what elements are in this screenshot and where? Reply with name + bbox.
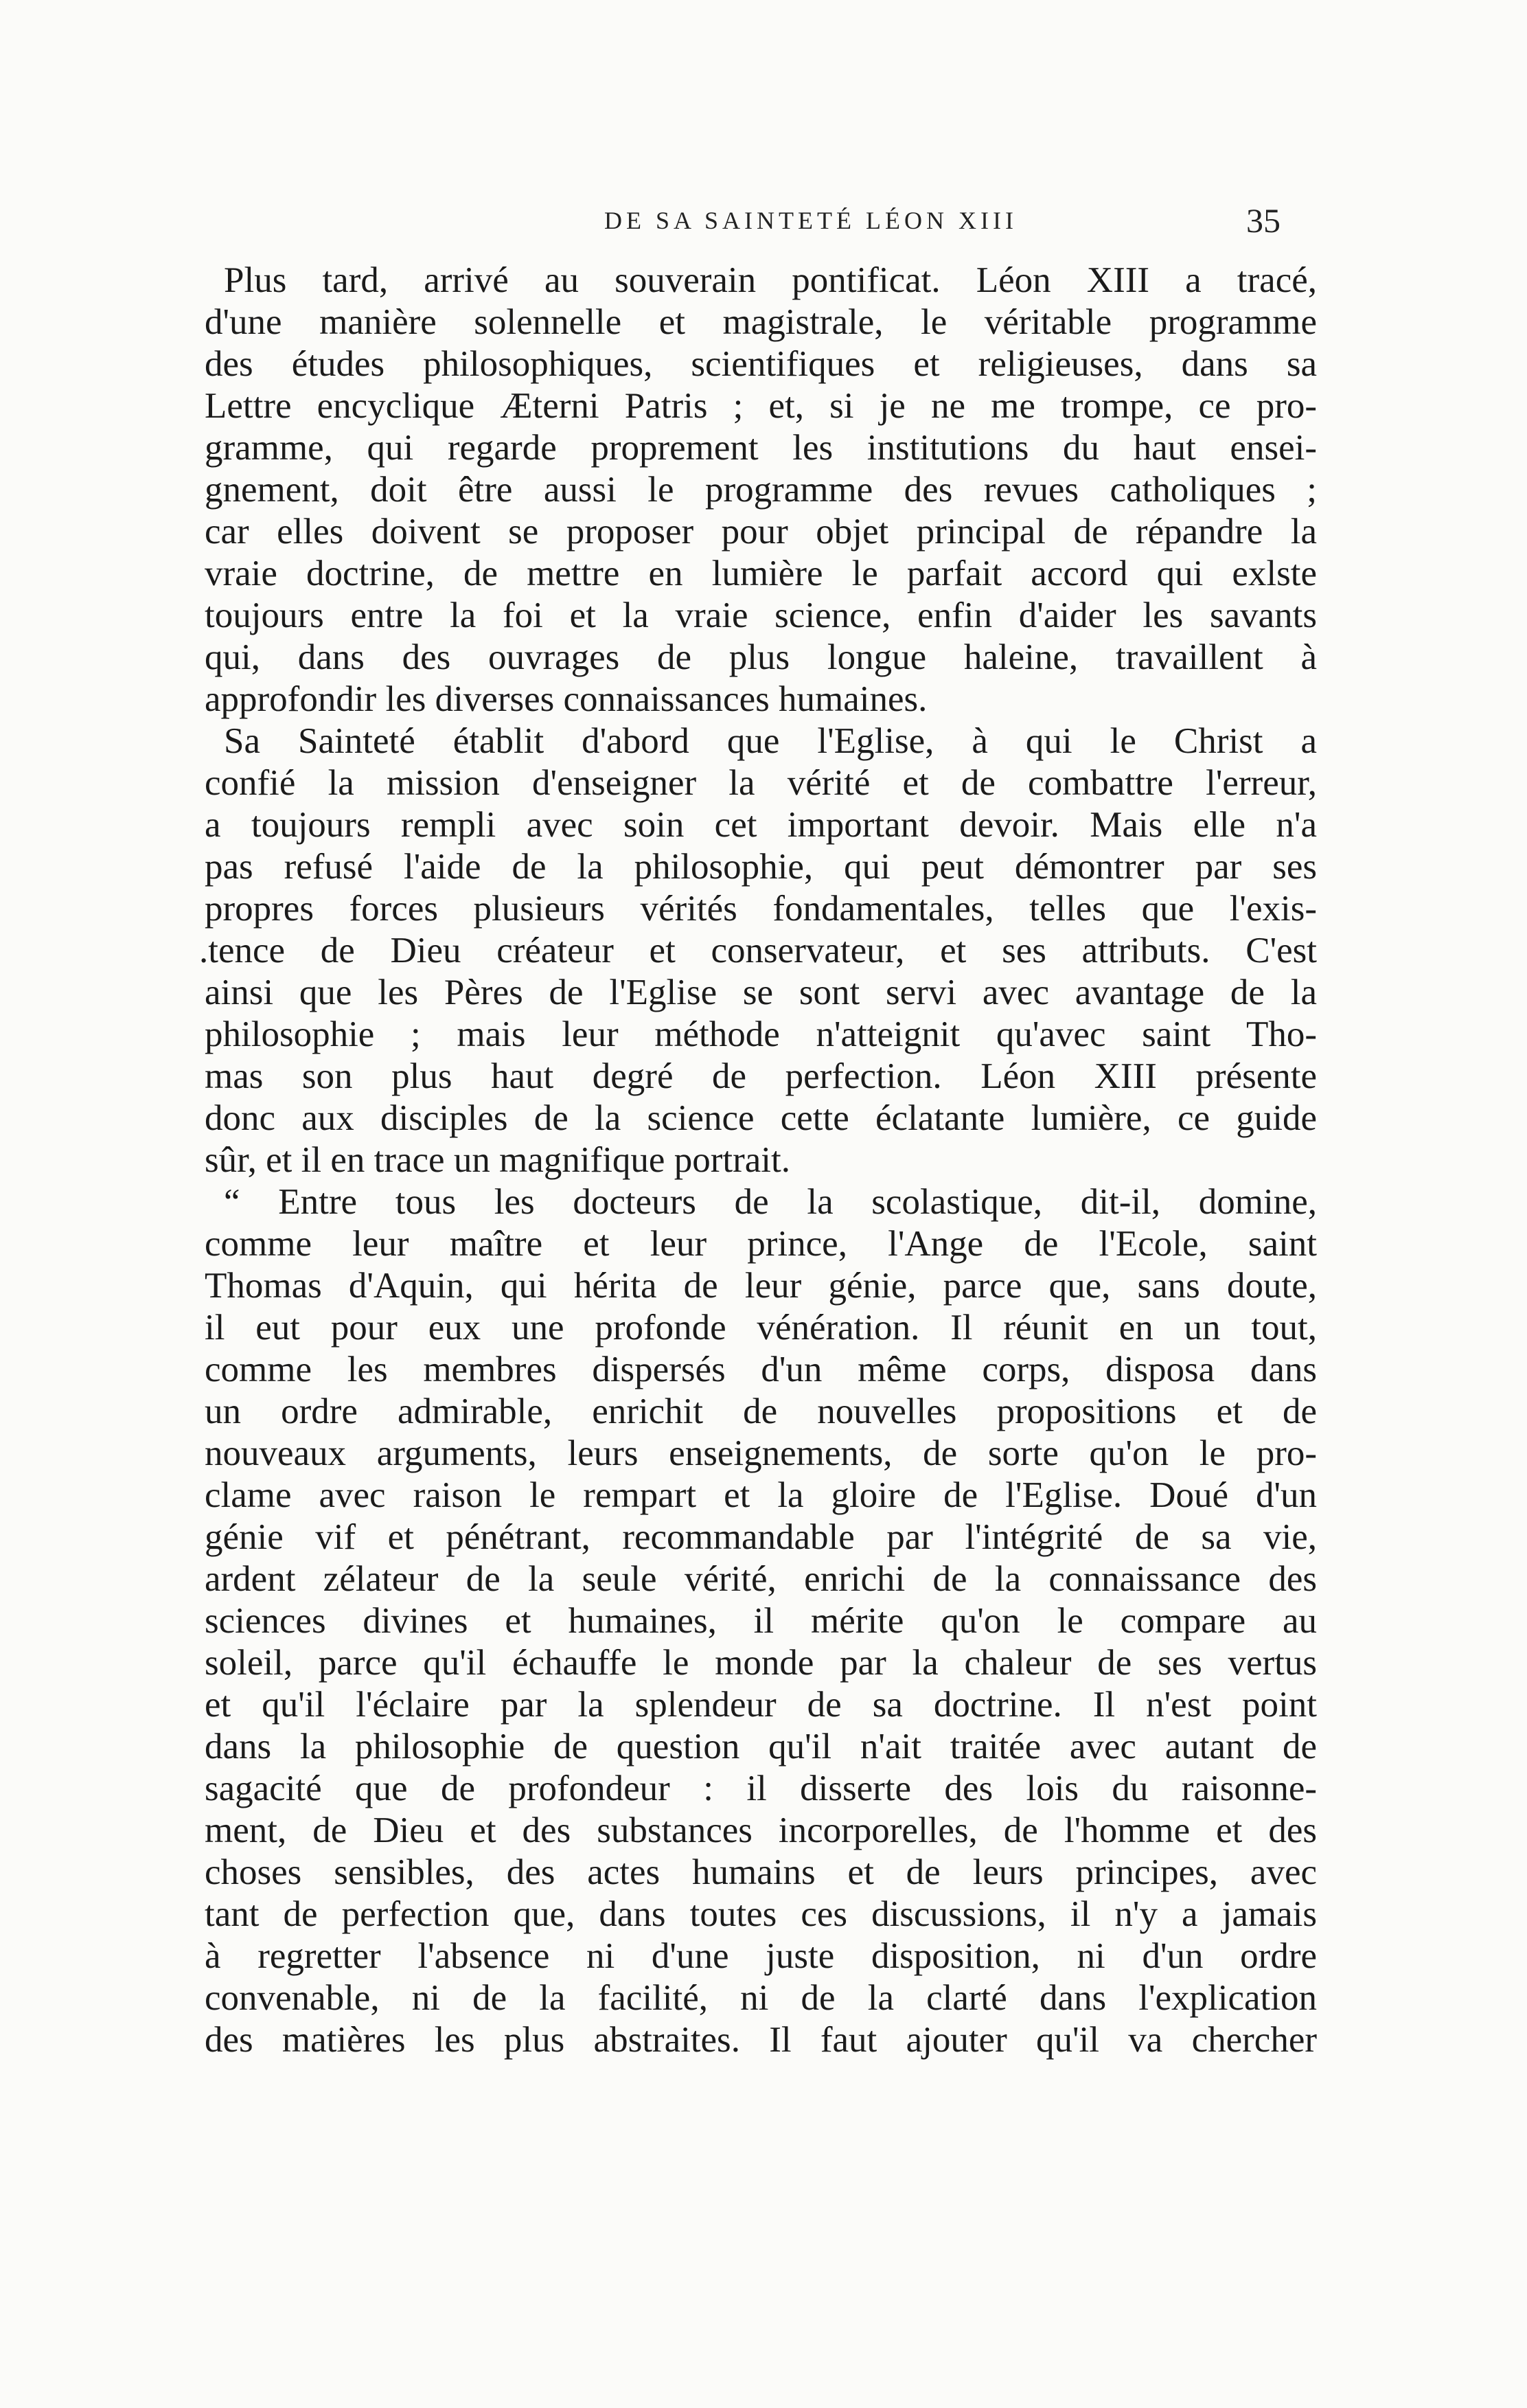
text-line: génie vif et pénétrant, recommandable par l'intégrité de sa vie, [205, 1517, 1317, 1557]
body-text [199, 260, 1317, 2061]
text-line: ment, de Dieu et des substances incorporelles, de l'homme et des [205, 1810, 1317, 1850]
text-line: et qu'il l'éclaire par la splendeur de sa doctrine. Il n'est point [205, 1685, 1317, 1725]
text-line: des matières les plus abstraites. Il faut ajouter qu'il va chercher [205, 2020, 1317, 2060]
text-line: mas son plus haut degré de perfection. Léon XIII présente [205, 1056, 1317, 1096]
text-line: approfondir les diverses connaissances humaines. [205, 679, 928, 719]
text-line: un ordre admirable, enrichit de nouvelles propositions et de [205, 1392, 1317, 1431]
text-line: Lettre encyclique Æterni Patris ; et, si je ne me trompe, ce pro- [205, 386, 1317, 426]
text-line: ardent zélateur de la seule vérité, enrichi de la connaissance des [205, 1559, 1317, 1599]
text-line: gnement, doit être aussi le programme des revues catholiques ; [205, 470, 1317, 510]
text-line: nouveaux arguments, leurs enseignements, de sorte qu'on le pro- [205, 1433, 1317, 1473]
text-line: qui, dans des ouvrages de plus longue haleine, travaillent à [205, 637, 1317, 677]
text-line: donc aux disciples de la science cette éclatante lumière, ce guide [205, 1098, 1317, 1138]
text-line: comme leur maître et leur prince, l'Ange de l'Ecole, saint [205, 1224, 1317, 1264]
text-line: d'une manière solennelle et magistrale, le véritable programme [205, 302, 1317, 342]
text-line: dans la philosophie de question qu'il n'ait traitée avec autant de [205, 1727, 1317, 1767]
text-line: sagacité que de profondeur : il disserte des lois du raisonne- [205, 1769, 1317, 1808]
text-line: propres forces plusieurs vérités fondamentales, telles que l'exis- [205, 889, 1317, 929]
text-line: Thomas d'Aquin, qui hérita de leur génie, parce que, sans doute, [205, 1266, 1317, 1306]
text-line: des études philosophiques, scientifiques et religieuses, dans sa [205, 344, 1317, 384]
text-line: Sa Sainteté établit d'abord que l'Eglise, à qui le Christ a [224, 721, 1317, 761]
text-line: tant de perfection que, dans toutes ces discussions, il n'y a jamais [205, 1894, 1317, 1934]
text-line: gramme, qui regarde proprement les institutions du haut ensei- [205, 428, 1317, 468]
text-line: clame avec raison le rempart et la gloire de l'Eglise. Doué d'un [205, 1475, 1317, 1515]
text-line: sciences divines et humaines, il mérite qu'on le compare au [205, 1601, 1317, 1641]
text-line: sûr, et il en trace un magnifique portrait. [205, 1140, 790, 1180]
running-title: DE SA SAINTETÉ LÉON XIII [604, 207, 1018, 234]
text-line: il eut pour eux une profonde vénération. Il réunit en un tout, [205, 1308, 1317, 1348]
text-line: .tence de Dieu créateur et conservateur, et ses attributs. C'est [199, 931, 1317, 970]
text-line: “ Entre tous les docteurs de la scolastique, dit-il, domine, [224, 1182, 1317, 1222]
text-line: confié la mission d'enseigner la vérité et de combattre l'erreur, [205, 763, 1317, 803]
text-line: a toujours rempli avec soin cet important devoir. Mais elle n'a [205, 805, 1317, 845]
text-line: à regretter l'absence ni d'une juste disposition, ni d'un ordre [205, 1936, 1317, 1976]
page-number: 35 [1246, 201, 1281, 240]
text-line: vraie doctrine, de mettre en lumière le parfait accord qui exlste [205, 554, 1317, 593]
text-line: comme les membres dispersés d'un même corps, disposa dans [205, 1350, 1317, 1389]
text-line: soleil, parce qu'il échauffe le monde par la chaleur de ses vertus [205, 1643, 1317, 1683]
text-line: ainsi que les Pères de l'Eglise se sont servi avec avantage de la [205, 973, 1317, 1012]
text-line: choses sensibles, des actes humains et de leurs principes, avec [205, 1852, 1317, 1892]
text-line: Plus tard, arrivé au souverain pontificat. Léon XIII a tracé, [224, 260, 1317, 300]
text-line: toujours entre la foi et la vraie science, enfin d'aider les savants [205, 595, 1317, 635]
text-line: car elles doivent se proposer pour objet principal de répandre la [205, 512, 1317, 552]
text-line: convenable, ni de la facilité, ni de la clarté dans l'explication [205, 1978, 1317, 2018]
text-line: philosophie ; mais leur méthode n'atteignit qu'avec saint Tho- [205, 1014, 1317, 1054]
text-line: pas refusé l'aide de la philosophie, qui peut démontrer par ses [205, 847, 1317, 887]
